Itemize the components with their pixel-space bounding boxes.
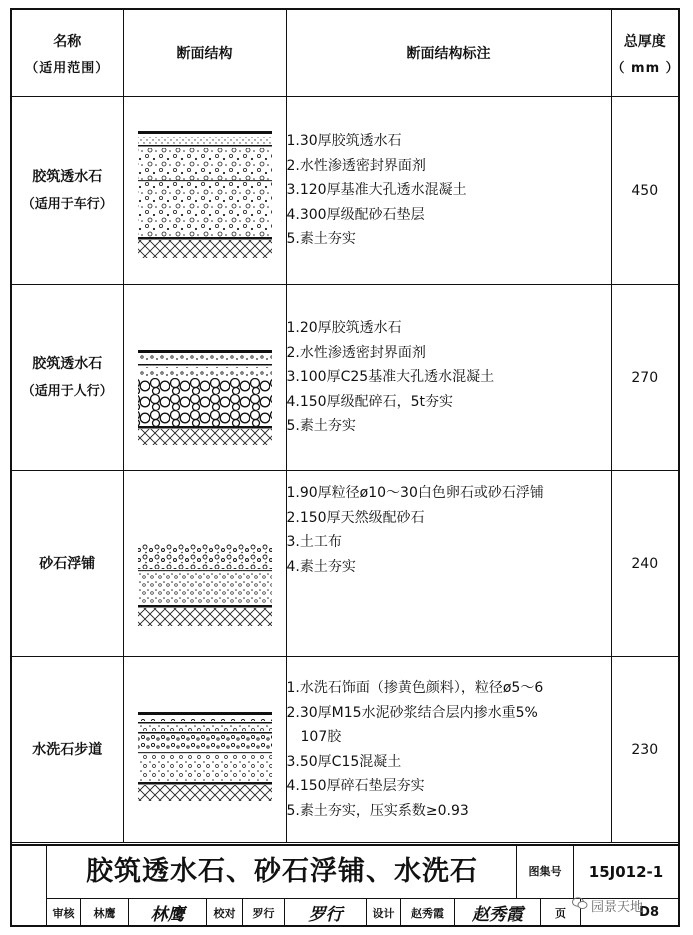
section-diagram bbox=[123, 285, 286, 471]
section-diagram-svg bbox=[130, 111, 280, 271]
note-line: 4.150厚碎石垫层夯实 bbox=[286, 778, 425, 794]
layer-compacted-soil bbox=[138, 608, 272, 626]
header-row bbox=[12, 10, 678, 97]
table-row bbox=[12, 285, 678, 471]
layer-divider bbox=[138, 180, 272, 181]
atlas-number: 15J012-1 bbox=[588, 863, 664, 881]
notes-cell bbox=[286, 657, 611, 843]
header-name-label: 名称 bbox=[53, 33, 82, 50]
drawing-title: 胶筑透水石、砂石浮铺、水洗石 bbox=[46, 846, 517, 898]
thickness-value: 240 bbox=[611, 471, 678, 657]
layer-divider bbox=[138, 722, 272, 724]
layer-mortar-bed bbox=[138, 725, 272, 731]
surface-line bbox=[138, 131, 272, 134]
table-row bbox=[12, 657, 678, 843]
reviewer-name: 林鹰 bbox=[81, 899, 129, 926]
note-line: 2.30厚M15水泥砂浆结合层内掺水重5% bbox=[286, 704, 538, 721]
note-line: 107胶 bbox=[300, 729, 342, 745]
pavement-table bbox=[12, 10, 678, 843]
note-line: 5.素土夯实 bbox=[286, 418, 356, 435]
layer-sealant bbox=[138, 364, 272, 366]
note-line: 3.土工布 bbox=[286, 534, 342, 550]
header-thickness-unit: （ mm ） bbox=[611, 60, 680, 76]
layer-sealant bbox=[138, 145, 272, 147]
header-structure: 断面结构 bbox=[123, 10, 286, 97]
atlas-label: 图集号 bbox=[516, 846, 574, 898]
base-line bbox=[138, 237, 272, 240]
note-line: 2.水性渗透密封界面剂 bbox=[286, 344, 426, 361]
layer-c15-concrete bbox=[138, 735, 272, 751]
row-name: 水洗石步道 bbox=[32, 741, 103, 758]
section-diagram-svg bbox=[130, 298, 280, 458]
page-label: 页 bbox=[541, 899, 581, 926]
header-thickness bbox=[611, 10, 678, 97]
header-thickness-label: 总厚度 bbox=[623, 33, 666, 50]
checker-name: 罗行 bbox=[243, 899, 285, 926]
section-diagram-svg bbox=[130, 670, 280, 830]
note-line: 1.90厚粒径ø10～30白色卵石或砂石浮铺 bbox=[286, 485, 544, 501]
note-line: 1.水洗石饰面（掺黄色颜料），粒径ø5～6 bbox=[286, 680, 544, 696]
note-line: 3.50厚C15混凝土 bbox=[286, 753, 402, 770]
row-name: 砂石浮铺 bbox=[39, 555, 96, 572]
checker-signature: 罗行 bbox=[285, 899, 367, 926]
layer-porous-concrete bbox=[138, 148, 272, 180]
note-line: 4.150厚级配碎石，5t夯实 bbox=[286, 393, 453, 410]
drawing-sheet bbox=[10, 8, 680, 927]
note-line: 3.120厚基准大孔透水混凝土 bbox=[286, 182, 467, 199]
review-label: 审核 bbox=[47, 899, 81, 926]
watermark-text: 园景天地 bbox=[591, 900, 644, 915]
layer-pebbles bbox=[138, 544, 272, 569]
designer-name: 赵秀霞 bbox=[401, 899, 455, 926]
note-line: 3.100厚C25基准大孔透水混凝土 bbox=[286, 369, 495, 386]
header-name bbox=[12, 10, 123, 97]
note-line: 5.素土夯实，压实系数≥0.93 bbox=[286, 802, 469, 819]
layer-graded-sand-gravel bbox=[138, 182, 272, 237]
row-name-cell bbox=[12, 97, 123, 285]
notes-cell bbox=[286, 97, 611, 285]
section-diagram-svg bbox=[130, 484, 280, 644]
row-name-cell bbox=[12, 471, 123, 657]
page-number: D8 bbox=[639, 905, 659, 920]
notes-cell bbox=[286, 285, 611, 471]
layer-graded-crushed-stone bbox=[138, 378, 272, 426]
layer-compacted-soil bbox=[138, 429, 272, 445]
note-line: 5.素土夯实 bbox=[286, 231, 356, 248]
thickness-value: 450 bbox=[611, 97, 678, 285]
designer-signature: 赵秀霞 bbox=[455, 899, 541, 926]
row-name-cell bbox=[12, 657, 123, 843]
row-scope: （适用于车行） bbox=[21, 196, 113, 212]
layer-divider bbox=[138, 752, 272, 753]
watermark bbox=[572, 896, 643, 915]
layer-crushed-stone bbox=[138, 754, 272, 782]
row-name: 胶筑透水石 bbox=[32, 168, 103, 185]
note-line: 4.300厚级配砂石垫层 bbox=[286, 206, 425, 223]
header-notes: 断面结构标注 bbox=[286, 10, 611, 97]
section-diagram bbox=[123, 97, 286, 285]
surface-line bbox=[138, 712, 272, 715]
notes-cell bbox=[286, 471, 611, 657]
layer-divider bbox=[138, 732, 272, 734]
thickness-value: 270 bbox=[611, 285, 678, 471]
layer-geotextile bbox=[138, 605, 272, 608]
note-line: 4.素土夯实 bbox=[286, 558, 356, 575]
base-line bbox=[138, 782, 272, 785]
note-line: 1.20厚胶筑透水石 bbox=[286, 320, 402, 337]
check-label: 校对 bbox=[207, 899, 243, 926]
note-line: 1.30厚胶筑透水石 bbox=[286, 133, 402, 150]
layer-permeable-stone bbox=[138, 355, 272, 363]
layer-graded-sand bbox=[138, 572, 272, 604]
layer-divider bbox=[138, 570, 272, 571]
reviewer-signature: 林鹰 bbox=[129, 899, 207, 926]
layer-washed-stone bbox=[138, 717, 272, 721]
layer-permeable-stone bbox=[138, 137, 272, 145]
layer-compacted-soil bbox=[138, 785, 272, 801]
layer-compacted-soil bbox=[138, 240, 272, 258]
note-line: 2.水性渗透密封界面剂 bbox=[286, 157, 426, 174]
table-row bbox=[12, 471, 678, 657]
table-row bbox=[12, 97, 678, 285]
row-name-cell bbox=[12, 285, 123, 471]
layer-porous-concrete bbox=[138, 367, 272, 377]
note-line: 2.150厚天然级配砂石 bbox=[286, 509, 425, 526]
row-scope: （适用于人行） bbox=[21, 383, 113, 399]
header-name-sub: （适用范围） bbox=[25, 60, 110, 76]
row-name: 胶筑透水石 bbox=[32, 355, 103, 372]
section-diagram bbox=[123, 657, 286, 843]
base-line bbox=[138, 426, 272, 429]
design-label: 设计 bbox=[367, 899, 401, 926]
chat-bubble-icon bbox=[572, 897, 588, 914]
surface-line bbox=[138, 350, 272, 353]
thickness-value: 230 bbox=[611, 657, 678, 843]
section-diagram bbox=[123, 471, 286, 657]
